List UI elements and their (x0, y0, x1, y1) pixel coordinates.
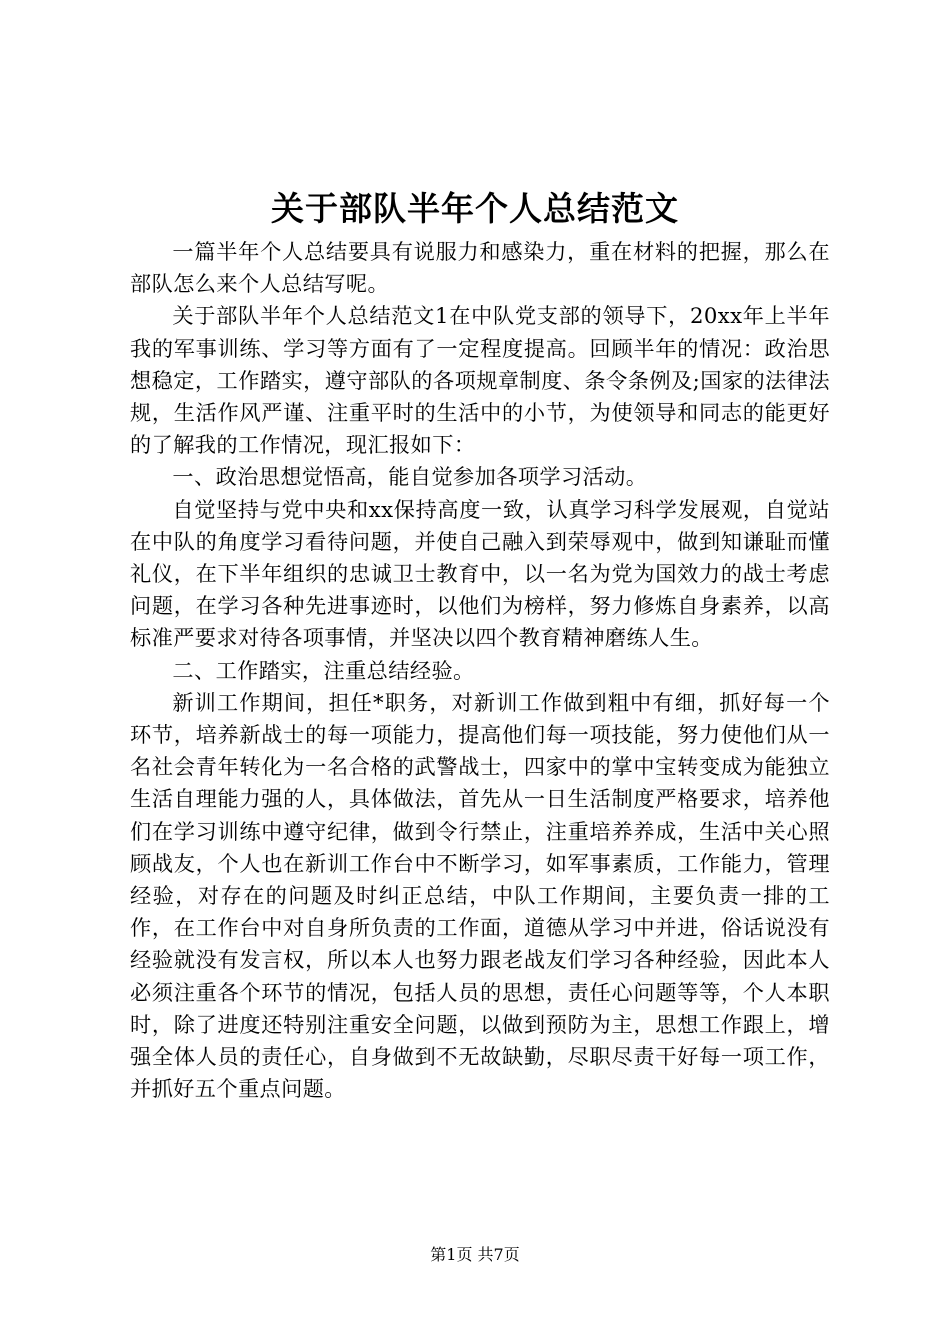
paragraph-section-1: 自觉坚持与党中央和xx保持高度一致，认真学习科学发展观，自觉站在中队的角度学习看待问题，并使自己融入到荣辱观中，做到知谦耻而懂礼仪，在下半年组织的忠诚卫士教育中，以一名为党为国效力的战士考虑问题，在学习各种先进事迹时，以他们为榜样，努力修炼自身素养，以高标准严要求对待各项事情，并坚决以四个教育精神磨练人生。 (130, 496, 830, 651)
page-number: 第1页 共7页 (430, 1245, 520, 1264)
paragraph-intro: 一篇半年个人总结要具有说服力和感染力，重在材料的把握，那么在部队怎么来个人总结写呢。 (130, 239, 830, 297)
paragraph-opening: 关于部队半年个人总结范文1在中队党支部的领导下，20xx年上半年我的军事训练、学习等方面有了一定程度提高。回顾半年的情况：政治思想稳定，工作踏实，遵守部队的各项规章制度、条令条例及;国家的法律法规，生活作风严谨、注重平时的生活中的小节，为使领导和同志的能更好的了解我的工作情况，现汇报如下： (130, 303, 830, 458)
document-title: 关于部队半年个人总结范文 (271, 189, 679, 228)
paragraph-section-2: 新训工作期间，担任*职务，对新训工作做到粗中有细，抓好每一个环节，培养新战士的每一项能力，提高他们每一项技能，努力使他们从一名社会青年转化为一名合格的武警战士，四家中的掌中宝转变成为能独立生活自理能力强的人，具体做法，首先从一日生活制度严格要求，培养他们在学习训练中遵守纪律，做到令行禁止，注重培养养成，生活中关心照顾战友，个人也在新训工作台中不断学习，如军事素质，工作能力，管理经验，对存在的问题及时纠正总结，中队工作期间，主要负责一排的工作，在工作台中对自身所负责的工作面，道德从学习中并进，俗话说没有经验就没有发言权，所以本人也努力跟老战友们学习各种经验，因此本人必须注重各个环节的情况，包括人员的思想，责任心问题等等，个人本职时，除了进度还特别注重安全问题，以做到预防为主，思想工作跟上，增强全体人员的责任心，自身做到不无故缺勤，尽职尽责干好每一项工作，并抓好五个重点问题。 (130, 689, 830, 1102)
section-heading-2: 二、工作踏实，注重总结经验。 (172, 657, 475, 683)
document-body (130, 236, 830, 1105)
section-heading-1: 一、政治思想觉悟高，能自觉参加各项学习活动。 (172, 464, 648, 490)
